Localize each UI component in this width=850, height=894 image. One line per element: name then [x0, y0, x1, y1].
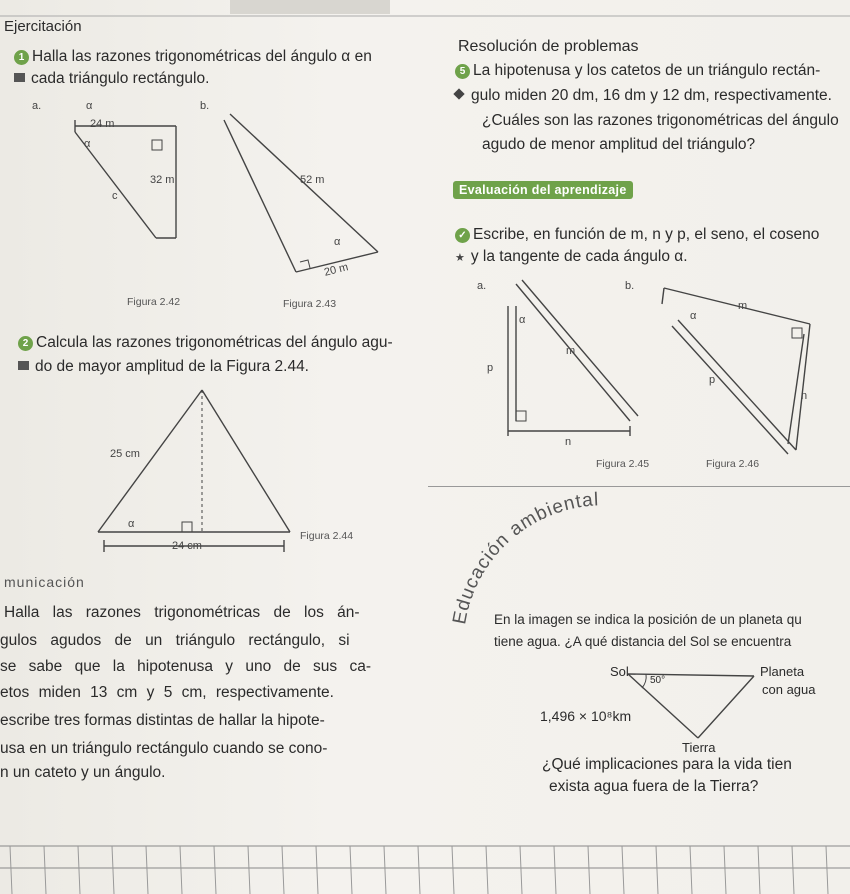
exercise-5	[455, 60, 820, 82]
exercise-number: 1	[14, 50, 29, 65]
communication-line-4: etos miden 13 cm y 5 cm, respectivamente.	[0, 684, 334, 701]
env-line-2: tiene agua. ¿A qué distancia del Sol se encuentra	[494, 634, 792, 649]
figure-2-43	[200, 100, 400, 300]
fig243-alpha: α	[334, 236, 341, 248]
arc-text: Educación ambiental	[449, 489, 600, 626]
figure-2-44	[90, 380, 330, 560]
fig244-base-label: 24 cm	[172, 540, 202, 552]
grid-line	[146, 846, 148, 894]
exercise-text: Escribe, en función de m, n y p, el seno, el coseno	[473, 226, 820, 243]
grid-line	[10, 846, 12, 894]
grid-line	[384, 846, 386, 894]
check-icon: ✓	[455, 228, 470, 243]
env-line-1: En la imagen se indica la posición de un planeta qu	[494, 612, 802, 627]
grid-line	[214, 846, 216, 894]
env-line-3: ¿Qué implicaciones para la vida tien	[542, 756, 792, 773]
figure-2-46	[660, 276, 840, 466]
water-label: con agua	[762, 682, 816, 697]
communication-heading: municación	[4, 574, 85, 590]
exercise-text: do de mayor amplitud de la Figura 2.44.	[35, 358, 309, 375]
fig246-alpha: α	[690, 310, 697, 322]
fig245-m: m	[566, 345, 576, 357]
grid-line	[44, 846, 46, 894]
evaluation-line1	[455, 224, 819, 246]
exercise-5-line3: ¿Cuáles son las razones trigonométricas del ángulo	[482, 112, 839, 129]
fig242-corner: c	[112, 190, 118, 202]
bullet-icon	[14, 73, 25, 82]
fig245-caption: Figura 2.45	[596, 458, 650, 470]
exercise-number: 5	[455, 64, 470, 79]
fig245-letter: a.	[477, 280, 487, 292]
fig246-letter: b.	[625, 280, 635, 292]
section-title-resolucion: Resolución de problemas	[458, 38, 639, 55]
grid-line	[112, 846, 114, 894]
grid-line	[622, 846, 624, 894]
environmental-arc-label	[440, 490, 640, 630]
fig245-alpha: α	[519, 314, 526, 326]
distance-label: 1,496 × 10⁸km	[540, 708, 632, 724]
fig243-hyp-label: 52 m	[300, 174, 325, 186]
communication-line-6: usa en un triángulo rectángulo cuando se cono-	[0, 740, 328, 757]
grid-line	[520, 846, 522, 894]
figure-2-45	[480, 276, 660, 456]
fig242-side-label: 32 m	[150, 174, 175, 186]
bottom-grid-strip	[0, 824, 850, 894]
diamond-icon	[453, 88, 464, 99]
exercise-number: 2	[18, 336, 33, 351]
earth-label: Tierra	[682, 740, 716, 755]
star-icon: ★	[455, 252, 465, 264]
exercise-2	[18, 332, 393, 354]
svg-text:Educación ambiental	[449, 489, 600, 626]
fig242-letter: a.	[32, 100, 42, 112]
exercise-text: gulo miden 20 dm, 16 dm y 12 dm, respectivamente.	[471, 87, 832, 104]
exercise-text: Halla las razones trigonométricas del ángulo α en	[32, 48, 372, 65]
communication-line-7: n un cateto y un ángulo.	[0, 764, 166, 781]
env-line-4: exista agua fuera de la Tierra?	[549, 778, 759, 795]
section-title-ejercitacion: Ejercitación	[4, 18, 82, 35]
exercise-text: Calcula las razones trigonométricas del ángulo agu-	[36, 334, 393, 351]
fig242-alpha: α	[84, 138, 91, 150]
fig243-caption: Figura 2.43	[283, 298, 337, 310]
communication-line-2: gulos agudos de un triángulo rectángulo, si	[0, 632, 350, 649]
fig245-p: p	[487, 362, 494, 374]
grid-line	[792, 846, 794, 894]
grid-line	[78, 846, 80, 894]
fig246-caption: Figura 2.46	[706, 458, 760, 470]
fig243-letter: b.	[200, 100, 210, 112]
exercise-2-line2	[18, 356, 309, 378]
grid-line	[316, 846, 318, 894]
grid-line	[248, 846, 250, 894]
evaluation-line2	[455, 246, 688, 269]
sun-label: Sol	[610, 664, 629, 679]
exercise-text: y la tangente de cada ángulo α.	[470, 248, 688, 265]
grid-line	[180, 846, 182, 894]
exercise-text: La hipotenusa y los catetos de un triángulo rectán-	[473, 62, 821, 79]
grid-line	[724, 846, 726, 894]
fig244-alpha: α	[128, 518, 135, 530]
angle-label: 50°	[650, 675, 666, 686]
grid-line	[418, 846, 420, 894]
fig246-n: n	[801, 390, 808, 402]
fig246-m: m	[738, 300, 748, 312]
grid-line	[486, 846, 488, 894]
communication-line-3: se sabe que la hipotenusa y uno de sus ca-	[0, 658, 372, 675]
exercise-5-line4: agudo de menor amplitud del triángulo?	[482, 136, 756, 153]
grid-line	[758, 846, 760, 894]
fig244-caption: Figura 2.44	[300, 530, 354, 542]
fig243-base-label: 20 m	[322, 261, 350, 279]
fig242-caption: Figura 2.42	[127, 296, 181, 308]
grid-line	[826, 846, 828, 894]
exercise-1	[14, 46, 372, 68]
communication-line-1: Halla las razones trigonométricas de los án-	[4, 604, 360, 621]
evaluation-badge: Evaluación del aprendizaje	[453, 181, 633, 199]
fig242-top-label: 24 m	[90, 118, 115, 130]
bullet-icon	[18, 361, 29, 370]
grid-line	[452, 846, 454, 894]
grid-line	[588, 846, 590, 894]
exercise-text: cada triángulo rectángulo.	[31, 70, 210, 87]
fig242-alpha-top: α	[86, 100, 93, 112]
exercise-5-line2	[455, 85, 832, 107]
planet-label: Planeta	[760, 664, 805, 679]
exercise-1-line2	[14, 68, 209, 90]
grid-line	[690, 846, 692, 894]
fig244-side-label: 25 cm	[110, 448, 140, 460]
communication-line-5: escribe tres formas distintas de hallar la hipote-	[0, 712, 325, 729]
fig245-n: n	[565, 436, 572, 448]
grid-line	[350, 846, 352, 894]
grid-line	[282, 846, 284, 894]
grid-line	[554, 846, 556, 894]
grid-line	[656, 846, 658, 894]
fig246-p: p	[709, 374, 716, 386]
